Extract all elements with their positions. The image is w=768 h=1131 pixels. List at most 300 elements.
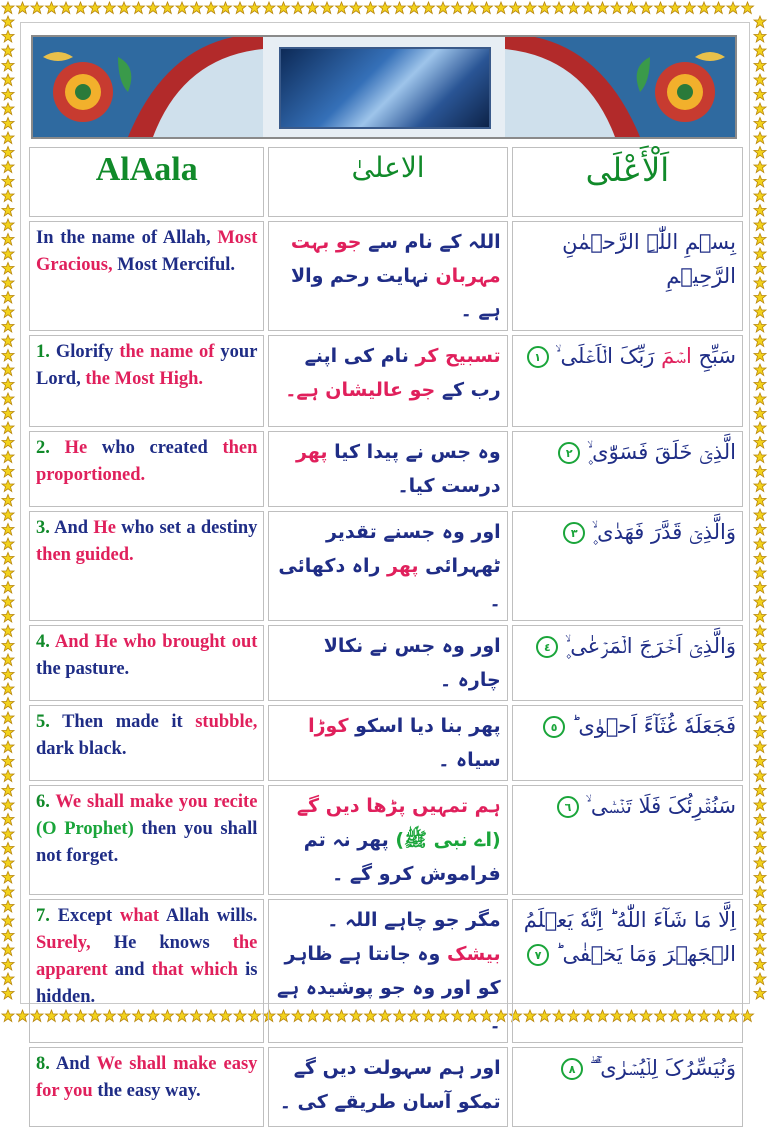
star-icon (394, 2, 406, 14)
text-segment: راہ دکھائی ۔ (278, 555, 501, 611)
star-icon (510, 2, 522, 14)
star-icon (2, 147, 14, 159)
star-icon (17, 2, 29, 14)
star-icon (2, 712, 14, 724)
text-segment: وَنُیَسِّرُکَ لِلۡیُسۡرٰی ۚ ۖ (589, 1056, 736, 1080)
star-icon (754, 973, 766, 985)
star-icon (754, 118, 766, 130)
verse-english-cell (29, 625, 264, 701)
star-icon (754, 132, 766, 144)
star-icon (713, 2, 725, 14)
text-segment: Surely, (36, 933, 114, 953)
star-icon (754, 538, 766, 550)
star-icon (2, 234, 14, 246)
star-icon (754, 234, 766, 246)
star-icon (553, 2, 565, 14)
text-segment: 1. (36, 342, 56, 362)
star-icon (754, 292, 766, 304)
star-icon (754, 857, 766, 869)
star-icon (524, 2, 536, 14)
star-icon (2, 277, 14, 289)
star-icon (2, 161, 14, 173)
text-segment: جو عالیشان ہے۔ (285, 379, 436, 401)
star-icon (278, 2, 290, 14)
star-icon (2, 683, 14, 695)
star-icon (754, 350, 766, 362)
verse-english-cell (29, 511, 264, 621)
text-segment: وَالَّذِیۡۤ اَخۡرَجَ الۡمَرۡعٰی ۪ۙ (565, 634, 736, 658)
star-icon (2, 2, 14, 14)
header-urdu: الاعلیٰ (268, 147, 507, 217)
ornament-right (505, 37, 735, 137)
star-icon (2, 190, 14, 202)
verse-number-marker: ٨ (561, 1058, 583, 1080)
star-icon (754, 988, 766, 1000)
text-segment: درست کیا۔ (397, 475, 501, 497)
star-icon (754, 799, 766, 811)
star-icon (2, 132, 14, 144)
star-icon (379, 2, 391, 14)
star-icon (754, 190, 766, 202)
star-icon (754, 582, 766, 594)
verse-urdu-cell (268, 221, 507, 331)
text-segment: رَبِّکَ الۡاَعۡلَی ۙ (555, 344, 655, 368)
text-segment: 4. (36, 632, 55, 652)
star-icon (754, 205, 766, 217)
star-icon (336, 2, 348, 14)
verse-row (29, 785, 743, 895)
star-icon (754, 393, 766, 405)
text-segment: In the name of Allah, (36, 228, 218, 248)
text-segment: We shall make easy for you (36, 1054, 258, 1101)
text-segment: اور وہ جسنے تقدیر ٹھہرائی (325, 521, 501, 577)
verse-urdu-cell (268, 431, 507, 507)
star-icon (191, 2, 203, 14)
text-segment: 7. (36, 906, 58, 926)
star-icon (754, 45, 766, 57)
star-icon (727, 2, 739, 14)
text-segment: stubble, (195, 712, 258, 732)
text-segment: He (93, 518, 122, 538)
star-icon (118, 2, 130, 14)
verse-english-cell (29, 431, 264, 507)
star-icon (754, 785, 766, 797)
star-icon (2, 118, 14, 130)
text-segment: is hidden. (36, 960, 258, 1007)
star-icon (2, 625, 14, 637)
text-segment: the apparent (36, 933, 258, 980)
star-icon (2, 930, 14, 942)
star-icon (754, 843, 766, 855)
star-icon (684, 2, 696, 14)
star-icon (2, 756, 14, 768)
star-icon (147, 2, 159, 14)
star-icon (2, 408, 14, 420)
star-icon (754, 74, 766, 86)
star-icon (754, 495, 766, 507)
star-icon (2, 901, 14, 913)
text-segment: 3. (36, 518, 55, 538)
text-segment: جو بہت مہربان (290, 231, 501, 287)
text-segment: who set a destiny (121, 518, 258, 538)
verse-number-marker: ٦ (557, 796, 579, 818)
star-icon (2, 350, 14, 362)
verse-english-cell (29, 705, 264, 781)
star-icon (669, 2, 681, 14)
star-icon (754, 379, 766, 391)
star-icon (495, 2, 507, 14)
text-segment: proportioned. (36, 465, 146, 485)
text-segment: اور ہم سہولت دیں گے تمکو آسان طریقے کی ۔ (279, 1057, 501, 1113)
star-icon (2, 321, 14, 333)
star-icon (2, 480, 14, 492)
verse-row (29, 899, 743, 1043)
star-icon (2, 944, 14, 956)
star-icon (162, 2, 174, 14)
verse-arabic-cell (512, 1047, 743, 1127)
book-image (279, 47, 491, 129)
star-icon (754, 524, 766, 536)
verse-arabic-cell (512, 431, 743, 507)
verse-row (29, 431, 743, 507)
star-icon (754, 698, 766, 710)
text-segment: Most Gracious, (36, 228, 258, 275)
text-segment: Most Merciful. (117, 255, 236, 275)
text-segment: پھر (380, 555, 419, 577)
star-icon (466, 2, 478, 14)
text-segment: 5. (36, 712, 63, 732)
star-icon (754, 263, 766, 275)
page (20, 22, 750, 1113)
star-icon (292, 2, 304, 14)
star-icon (2, 60, 14, 72)
star-icon (2, 437, 14, 449)
verse-english-cell (29, 1047, 264, 1127)
text-segment: اِلَّا مَا شَآءَ اللّٰهُ ؕ اِنَّهٗ یَعۡلَمُ الۡجَهۡرَ وَمَا یَخۡفٰی ؕ (523, 908, 736, 966)
header-arabic: اَلْأَعْلَى (512, 147, 743, 217)
star-icon (2, 886, 14, 898)
verse-english-cell (29, 785, 264, 895)
star-icon (597, 2, 609, 14)
star-icon (2, 785, 14, 797)
star-icon (2, 828, 14, 840)
star-icon (754, 31, 766, 43)
star-icon (754, 741, 766, 753)
verse-table (25, 143, 747, 1131)
verse-urdu-cell (268, 1047, 507, 1127)
text-segment: And (55, 1054, 97, 1074)
verse-number-marker: ٥ (543, 716, 565, 738)
verse-row (29, 1047, 743, 1127)
text-segment: the name of (119, 342, 221, 362)
star-icon (2, 611, 14, 623)
text-segment: اور وہ جس نے نکالا چارہ ۔ (323, 635, 501, 691)
verse-number-marker: ٧ (527, 944, 549, 966)
verse-number-marker: ٣ (563, 522, 585, 544)
verse-arabic-cell (512, 511, 743, 621)
star-icon (220, 2, 232, 14)
star-icon (754, 321, 766, 333)
text-segment: He (64, 438, 102, 458)
star-icon (2, 379, 14, 391)
star-icon (2, 640, 14, 652)
star-icon (2, 843, 14, 855)
star-icon (2, 422, 14, 434)
star-icon (2, 451, 14, 463)
star-icon (2, 495, 14, 507)
star-icon (754, 756, 766, 768)
star-icon (452, 2, 464, 14)
star-icon (2, 872, 14, 884)
star-icon (754, 770, 766, 782)
text-segment: who created (101, 438, 223, 458)
text-segment: He knows (113, 933, 233, 953)
star-icon (2, 741, 14, 753)
verse-urdu-cell (268, 705, 507, 781)
text-segment: سَنُقۡرِئُکَ فَلَا تَنۡسٰۤی ۙ (585, 794, 736, 818)
text-segment: پھر نہ تم فراموش کرو گے ۔ (303, 829, 501, 885)
star-icon (568, 2, 580, 14)
star-icon (60, 2, 72, 14)
text-segment: 6. (36, 792, 56, 812)
star-icon (104, 2, 116, 14)
star-icon (626, 2, 638, 14)
text-segment: Except (57, 906, 120, 926)
star-icon (133, 2, 145, 14)
star-icon (754, 611, 766, 623)
verse-row (29, 625, 743, 701)
star-icon (2, 915, 14, 927)
star-icon (754, 466, 766, 478)
star-icon (2, 669, 14, 681)
star-icon (437, 2, 449, 14)
text-segment: 8. (36, 1054, 56, 1074)
star-icon (263, 2, 275, 14)
text-segment: ہم تمہیں پڑھا دیں گے (296, 795, 501, 817)
star-icon (754, 669, 766, 681)
star-icon (754, 886, 766, 898)
star-icon (2, 16, 14, 28)
star-icon (754, 930, 766, 942)
text-segment: your Lord, (36, 342, 258, 389)
verse-urdu-cell (268, 785, 507, 895)
star-icon (2, 567, 14, 579)
star-icon (754, 277, 766, 289)
verse-english-cell (29, 335, 264, 427)
star-icon (2, 654, 14, 666)
text-segment: تسبیح کر (408, 345, 501, 367)
star-icon (754, 553, 766, 565)
text-segment: (O Prophet) (36, 819, 142, 839)
verse-arabic-cell (512, 221, 743, 331)
text-segment: الَّذِیۡ خَلَقَ فَسَوّٰی ۪ۙ (586, 440, 736, 464)
star-icon (754, 248, 766, 260)
text-segment: مگر جو چاہے اللہ ۔ (327, 909, 501, 931)
text-segment: And (54, 518, 94, 538)
text-segment: Glorify (55, 342, 120, 362)
star-icon (754, 683, 766, 695)
text-segment: وہ جانتا ہے ظاہر کو اور وہ جو پوشیدہ ہے ۔ (276, 943, 501, 1033)
star-icon (2, 306, 14, 318)
verse-english-cell (29, 221, 264, 331)
star-icon (2, 857, 14, 869)
text-segment: (اے نبی ﷺ) (388, 829, 501, 851)
star-icon (423, 2, 435, 14)
text-segment: that which (151, 960, 246, 980)
verse-urdu-cell (268, 335, 507, 427)
star-icon (2, 219, 14, 231)
verse-number-marker: ٤ (536, 636, 558, 658)
text-segment: بِسۡمِ اللّٰہِ الرَّحۡمٰنِ الرَّحِیۡمِ (562, 230, 736, 288)
star-icon (321, 2, 333, 14)
star-icon (2, 509, 14, 521)
verse-row (29, 705, 743, 781)
text-segment: فَجَعَلَهٗ غُثَآءً اَحۡوٰی ؕ (571, 714, 736, 738)
text-segment: اللہ کے نام سے (361, 231, 501, 253)
text-segment: then you shall not forget. (36, 819, 258, 866)
star-icon (754, 915, 766, 927)
verse-arabic-cell (512, 625, 743, 701)
star-icon (350, 2, 362, 14)
star-icon (176, 2, 188, 14)
text-segment: then guided. (36, 545, 134, 565)
star-icon (2, 727, 14, 739)
text-segment: Then made it (62, 712, 196, 732)
text-segment: dark black. (36, 739, 127, 759)
star-icon (31, 2, 43, 14)
text-segment: the pasture. (36, 659, 130, 679)
star-icon (655, 2, 667, 14)
star-icon (75, 2, 87, 14)
star-icon (2, 770, 14, 782)
star-icon (2, 335, 14, 347)
text-segment: وہ جس نے پیدا کیا (327, 441, 501, 463)
header-english: AlAala (29, 147, 264, 217)
star-icon (46, 2, 58, 14)
text-segment: پھر (296, 441, 328, 463)
star-icon (754, 89, 766, 101)
star-icon (365, 2, 377, 14)
star-icon (539, 2, 551, 14)
star-icon (2, 582, 14, 594)
star-icon (2, 31, 14, 43)
star-icon (754, 480, 766, 492)
text-segment: And He (54, 632, 124, 652)
star-icon (611, 2, 623, 14)
header-row (29, 147, 743, 217)
star-icon (249, 2, 261, 14)
star-icon (754, 103, 766, 115)
text-segment: کوڑا (308, 715, 349, 737)
star-icon (754, 640, 766, 652)
star-icon (2, 74, 14, 86)
star-icon (754, 828, 766, 840)
star-icon (754, 625, 766, 637)
star-icon (698, 2, 710, 14)
star-icon (2, 205, 14, 217)
star-icon (408, 2, 420, 14)
star-icon (754, 727, 766, 739)
verse-row (29, 511, 743, 621)
star-icon (89, 2, 101, 14)
star-icon (754, 147, 766, 159)
star-icon (754, 161, 766, 173)
star-icon (2, 814, 14, 826)
verse-urdu-cell (268, 511, 507, 621)
verse-arabic-cell (512, 899, 743, 1043)
text-segment: the easy way. (97, 1081, 201, 1101)
star-icon (2, 103, 14, 115)
star-icon (754, 596, 766, 608)
star-icon (754, 959, 766, 971)
star-icon (2, 1010, 14, 1022)
text-segment: نہایت رحم والا ہے ۔ (290, 265, 501, 321)
star-icon (2, 248, 14, 260)
star-icon (2, 364, 14, 376)
star-icon (640, 2, 652, 14)
verse-row (29, 221, 743, 331)
star-icon (754, 814, 766, 826)
verse-number-marker: ١ (527, 346, 549, 368)
star-icon (2, 524, 14, 536)
text-segment: پھر بنا دیا اسکو (348, 715, 501, 737)
star-icon (2, 973, 14, 985)
star-icon (234, 2, 246, 14)
text-segment: اسۡمَ (654, 344, 692, 368)
text-segment: سَبِّحِ (691, 344, 736, 368)
star-icon (2, 263, 14, 275)
star-icon (2, 959, 14, 971)
star-icon (2, 799, 14, 811)
verse-arabic-cell (512, 785, 743, 895)
verse-row (29, 335, 743, 427)
star-icon (2, 393, 14, 405)
star-icon (2, 89, 14, 101)
star-icon (754, 219, 766, 231)
text-segment: 2. (36, 438, 65, 458)
banner-image (31, 35, 737, 139)
star-icon (754, 944, 766, 956)
star-icon (754, 16, 766, 28)
star-icon (2, 176, 14, 188)
text-segment: سیاہ ۔ (438, 749, 501, 771)
verse-arabic-cell (512, 705, 743, 781)
star-icon (582, 2, 594, 14)
star-icon (2, 988, 14, 1000)
star-icon (754, 872, 766, 884)
star-icon (754, 567, 766, 579)
text-segment: Allah wills. (165, 906, 258, 926)
star-icon (2, 292, 14, 304)
text-segment: who brought out (123, 632, 258, 652)
star-icon (754, 654, 766, 666)
verse-number-marker: ٢ (558, 442, 580, 464)
text-segment: and (114, 960, 152, 980)
star-icon (754, 422, 766, 434)
star-icon (754, 437, 766, 449)
star-icon (754, 60, 766, 72)
text-segment: then (222, 438, 258, 458)
text-segment: what (119, 906, 166, 926)
star-icon (2, 553, 14, 565)
text-segment: نام کی اپنے رب کے (304, 345, 501, 401)
star-icon (2, 596, 14, 608)
text-segment: We shall make you recite (55, 792, 258, 812)
star-icon (2, 466, 14, 478)
verse-urdu-cell (268, 625, 507, 701)
star-icon (742, 2, 754, 14)
star-icon (2, 698, 14, 710)
